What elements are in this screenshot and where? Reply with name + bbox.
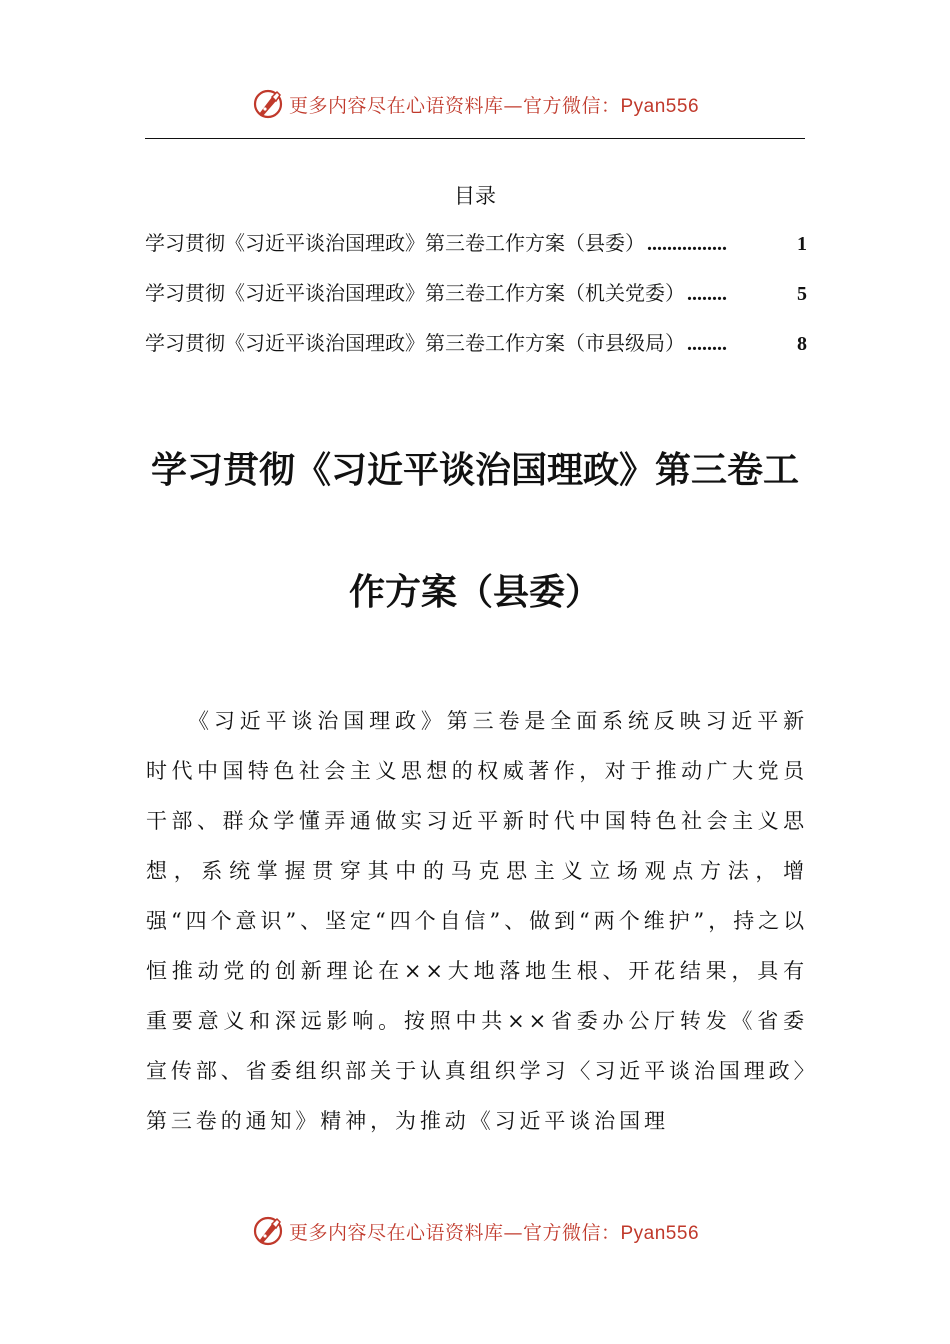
header-divider — [145, 138, 805, 139]
body-paragraph: 《习近平谈治国理政》第三卷是全面系统反映习近平新时代中国特色社会主义思想的权威著作，对于推动广大党员干部、群众学懂弄通做实习近平新时代中国特色社会主义思想，系统掌握贯穿其中的马克思主义立场观点方法，增强“四个意识”、坚定“四个自信”、做到“两个维护”，持之以恒推动党的创新理论在××大地落地生根、开花结果，具有重要意义和深远影响。按照中共××省委办公厅转发《省委宣传部、省委组织部关于认真组织学习〈习近平谈治国理政〉第三卷的通知》精神，为推动《习近平谈治国理 — [146, 709, 808, 1133]
banner-text — [289, 91, 699, 118]
toc-list — [145, 227, 807, 377]
toc-item-page: 5 — [797, 283, 807, 305]
header-banner — [0, 84, 950, 124]
banner-text-cn: 更多内容尽在心语资料库—官方微信： — [288, 94, 621, 117]
toc-item-leader: ........ — [687, 283, 727, 305]
banner-text-cn: 更多内容尽在心语资料库—官方微信： — [288, 1221, 621, 1244]
document-title-line-2: 作方案（县委） — [348, 572, 601, 613]
document-title — [120, 410, 830, 654]
toc-item-text: 学习贯彻《习近平谈治国理政》第三卷工作方案（机关党委） — [145, 281, 685, 305]
toc-item-leader: ................ — [647, 233, 727, 255]
toc-title: 目录 — [454, 184, 496, 208]
toc-item-leader: ........ — [687, 333, 727, 355]
footer-banner — [0, 1211, 950, 1251]
pen-nib-icon — [251, 1214, 285, 1248]
banner-wechat-id: Pyan556 — [620, 95, 700, 117]
toc-item-text: 学习贯彻《习近平谈治国理政》第三卷工作方案（市县级局） — [145, 331, 685, 355]
toc-item-page: 1 — [797, 233, 807, 255]
pen-nib-icon — [251, 87, 285, 121]
document-title-line-1: 学习贯彻《习近平谈治国理政》第三卷工 — [150, 450, 799, 491]
banner-wechat-id: Pyan556 — [620, 1222, 700, 1244]
toc-item[interactable] — [145, 327, 807, 377]
toc-item-page: 8 — [797, 333, 807, 355]
banner-text — [289, 1218, 699, 1245]
toc-item[interactable] — [145, 277, 807, 327]
toc-item[interactable] — [145, 227, 807, 277]
toc-item-text: 学习贯彻《习近平谈治国理政》第三卷工作方案（县委） — [145, 231, 645, 255]
